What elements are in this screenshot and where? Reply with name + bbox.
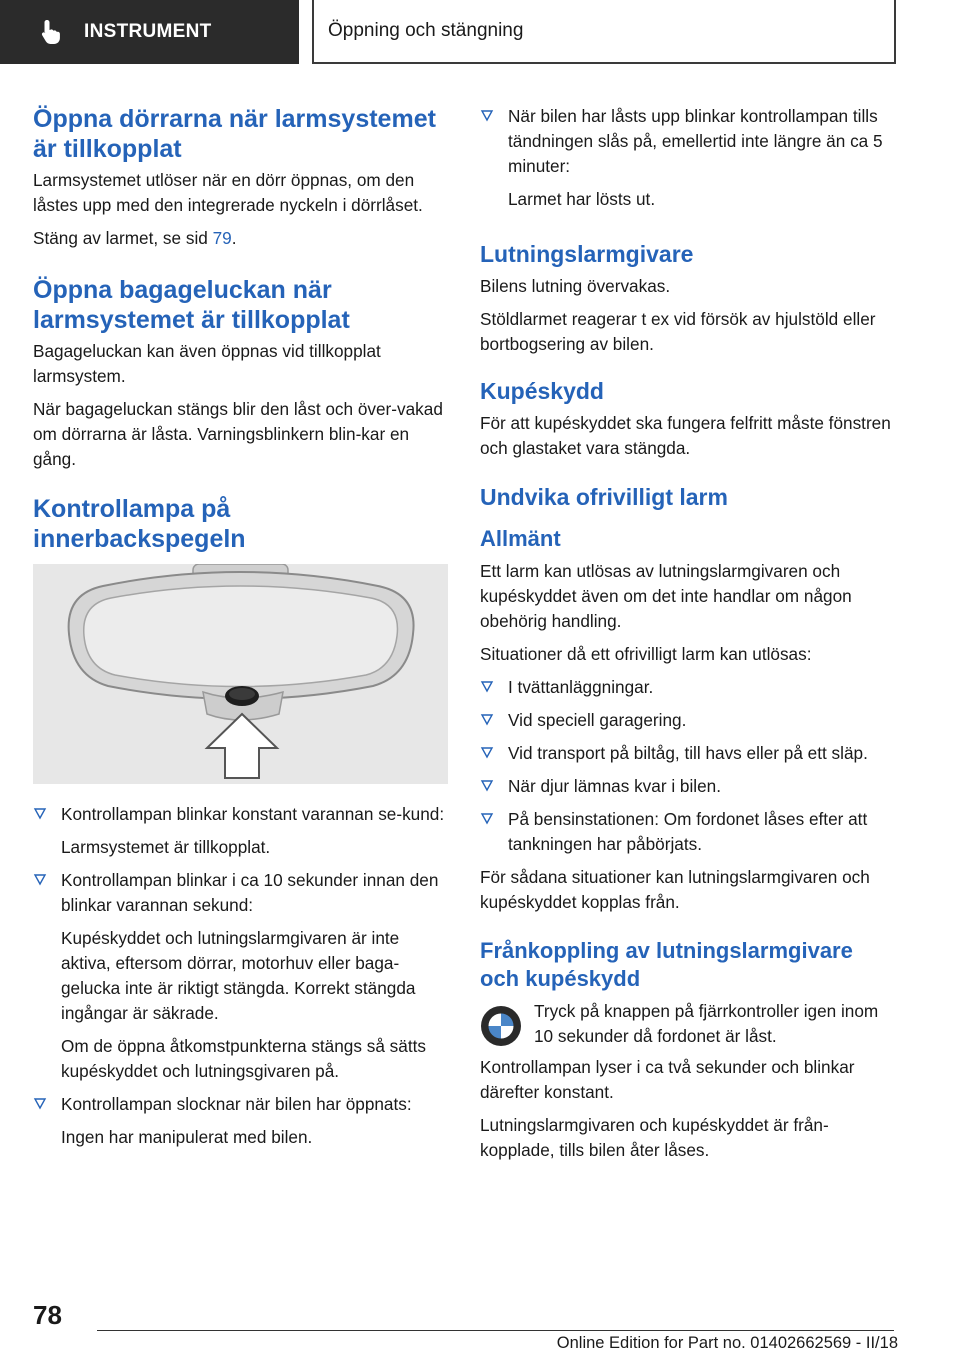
list-item — [480, 104, 895, 212]
triangle-bullet-icon — [480, 680, 494, 694]
triangle-bullet-icon — [480, 746, 494, 760]
paragraph: Tryck på knappen på fjärrkontroller igen inom 10 sekunder då fordonet är låst. — [534, 1001, 879, 1046]
paragraph: Ett larm kan utlösas av lutningslarmgivaren och kupéskyddet även om det inte handlar om någon obehörig handling. — [480, 561, 852, 631]
list-item-text: Vid speciell garagering. — [508, 710, 687, 730]
paragraph: Stöldlarmet reagerar t ex vid försök av hjulstöld eller bortbogsering av bilen. — [480, 309, 876, 354]
paragraph: När bagageluckan stängs blir den låst och över-vakad om dörrarna är låsta. Varningsblinkern blin-kar en gång. — [33, 399, 443, 469]
list-item — [480, 708, 895, 733]
triangle-bullet-icon — [480, 109, 494, 123]
situations-list — [480, 675, 895, 857]
list-item-text: När bilen har låsts upp blinkar kontrollampan tills tändningen slås på, emellertid inte längre än ca 5 minuter: — [508, 106, 883, 176]
heading-open-doors: Öppna dörrarna när larmsystemet är tillkopplat — [33, 105, 436, 163]
continued-list — [480, 104, 895, 212]
paragraph: För sådana situationer kan lutningslarmgivaren och kupéskyddet kopplas från. — [480, 867, 870, 912]
remote-instruction — [480, 999, 895, 1049]
indicator-list — [33, 802, 448, 1150]
list-item-note: Larmet har lösts ut. — [508, 189, 656, 209]
list-item-text: Kontrollampan blinkar konstant varannan se-kund: — [61, 804, 445, 824]
heading-avoid-false-alarm: Undvika ofrivilligt larm — [480, 484, 728, 510]
text: . — [231, 228, 237, 248]
paragraph: Bagageluckan kan även öppnas vid tillkopplat larmsystem. — [33, 341, 381, 386]
paragraph: Lutningslarmgivaren och kupéskyddet är från-kopplade, tills bilen åter låses. — [480, 1115, 829, 1160]
mirror-illustration — [33, 564, 448, 784]
paragraph: Kontrollampan lyser i ca två sekunder och blinkar därefter konstant. — [480, 1057, 855, 1102]
paragraph: För att kupéskyddet ska fungera felfritt måste fönstren och glastaket vara stängda. — [480, 413, 891, 458]
chapter-tab[interactable] — [0, 0, 299, 64]
edition-text: Online Edition for Part no. 01402662569 - II/18 — [556, 1334, 898, 1352]
page-number: 78 — [33, 1300, 62, 1330]
list-item — [480, 675, 895, 700]
list-item-note: Larmsystemet är tillkopplat. — [61, 837, 271, 857]
heading-deactivation: Frånkoppling av lutningslarmgivare och kupéskydd — [480, 938, 853, 991]
list-item — [480, 774, 895, 799]
list-item-text: På bensinstationen: Om fordonet låses efter att tankningen har påbörjats. — [508, 809, 868, 854]
list-item — [33, 802, 448, 860]
list-item — [480, 807, 895, 857]
list-item-text: Kontrollampan slocknar när bilen har öppnats: — [61, 1094, 412, 1114]
chapter-tab-label: INSTRUMENT — [84, 21, 212, 42]
section-title-text: Öppning och stängning — [328, 20, 524, 41]
heading-interior-protection: Kupéskydd — [480, 378, 604, 404]
triangle-bullet-icon — [480, 713, 494, 727]
right-column — [480, 104, 895, 1171]
list-item-text: När djur lämnas kvar i bilen. — [508, 776, 722, 796]
triangle-bullet-icon — [33, 873, 47, 887]
heading-tilt-sensor: Lutningslarmgivare — [480, 241, 694, 267]
heading-indicator-lamp: Kontrollampa på innerbackspegeln — [33, 495, 246, 553]
triangle-bullet-icon — [33, 807, 47, 821]
text: Stäng av larmet, se sid — [33, 228, 213, 248]
hand-pointer-icon — [38, 18, 64, 46]
list-item-text: I tvättanläggningar. — [508, 677, 654, 697]
paragraph-alarm-ref — [33, 226, 448, 251]
list-item-note: Kupéskyddet och lutningslarmgivaren är inte aktiva, eftersom dörrar, motorhuv eller baga-gelucka inte är riktigt stängda. Korrekt stängda ingångar är säkrade. — [61, 928, 416, 1023]
list-item — [33, 868, 448, 1084]
triangle-bullet-icon — [33, 1097, 47, 1111]
page-link-79[interactable]: 79 — [212, 228, 232, 248]
left-column — [33, 104, 448, 1158]
list-item — [480, 741, 895, 766]
bmw-logo-icon — [480, 1005, 522, 1047]
paragraph: Larmsystemet utlöser när en dörr öppnas, om den låstes upp med den integrerade nyckeln i dörrlåset. — [33, 170, 423, 215]
list-item — [33, 1092, 448, 1150]
paragraph: Situationer då ett ofrivilligt larm kan utlösas: — [480, 644, 812, 664]
heading-open-trunk: Öppna bagageluckan när larmsystemet är tillkopplat — [33, 276, 350, 334]
list-item-text: Vid transport på biltåg, till havs eller på ett släp. — [508, 743, 868, 763]
footer-divider — [97, 1330, 894, 1331]
triangle-bullet-icon — [480, 812, 494, 826]
list-item-text: Kontrollampan blinkar i ca 10 sekunder innan den blinkar varannan sekund: — [61, 870, 439, 915]
section-title — [312, 0, 896, 64]
list-item-note: Ingen har manipulerat med bilen. — [61, 1127, 313, 1147]
paragraph: Bilens lutning övervakas. — [480, 276, 671, 296]
subheading-general: Allmänt — [480, 526, 561, 551]
triangle-bullet-icon — [480, 779, 494, 793]
list-item-note: Om de öppna åtkomstpunkterna stängs så sätts kupéskyddet och lutningsgivaren på. — [61, 1036, 426, 1081]
